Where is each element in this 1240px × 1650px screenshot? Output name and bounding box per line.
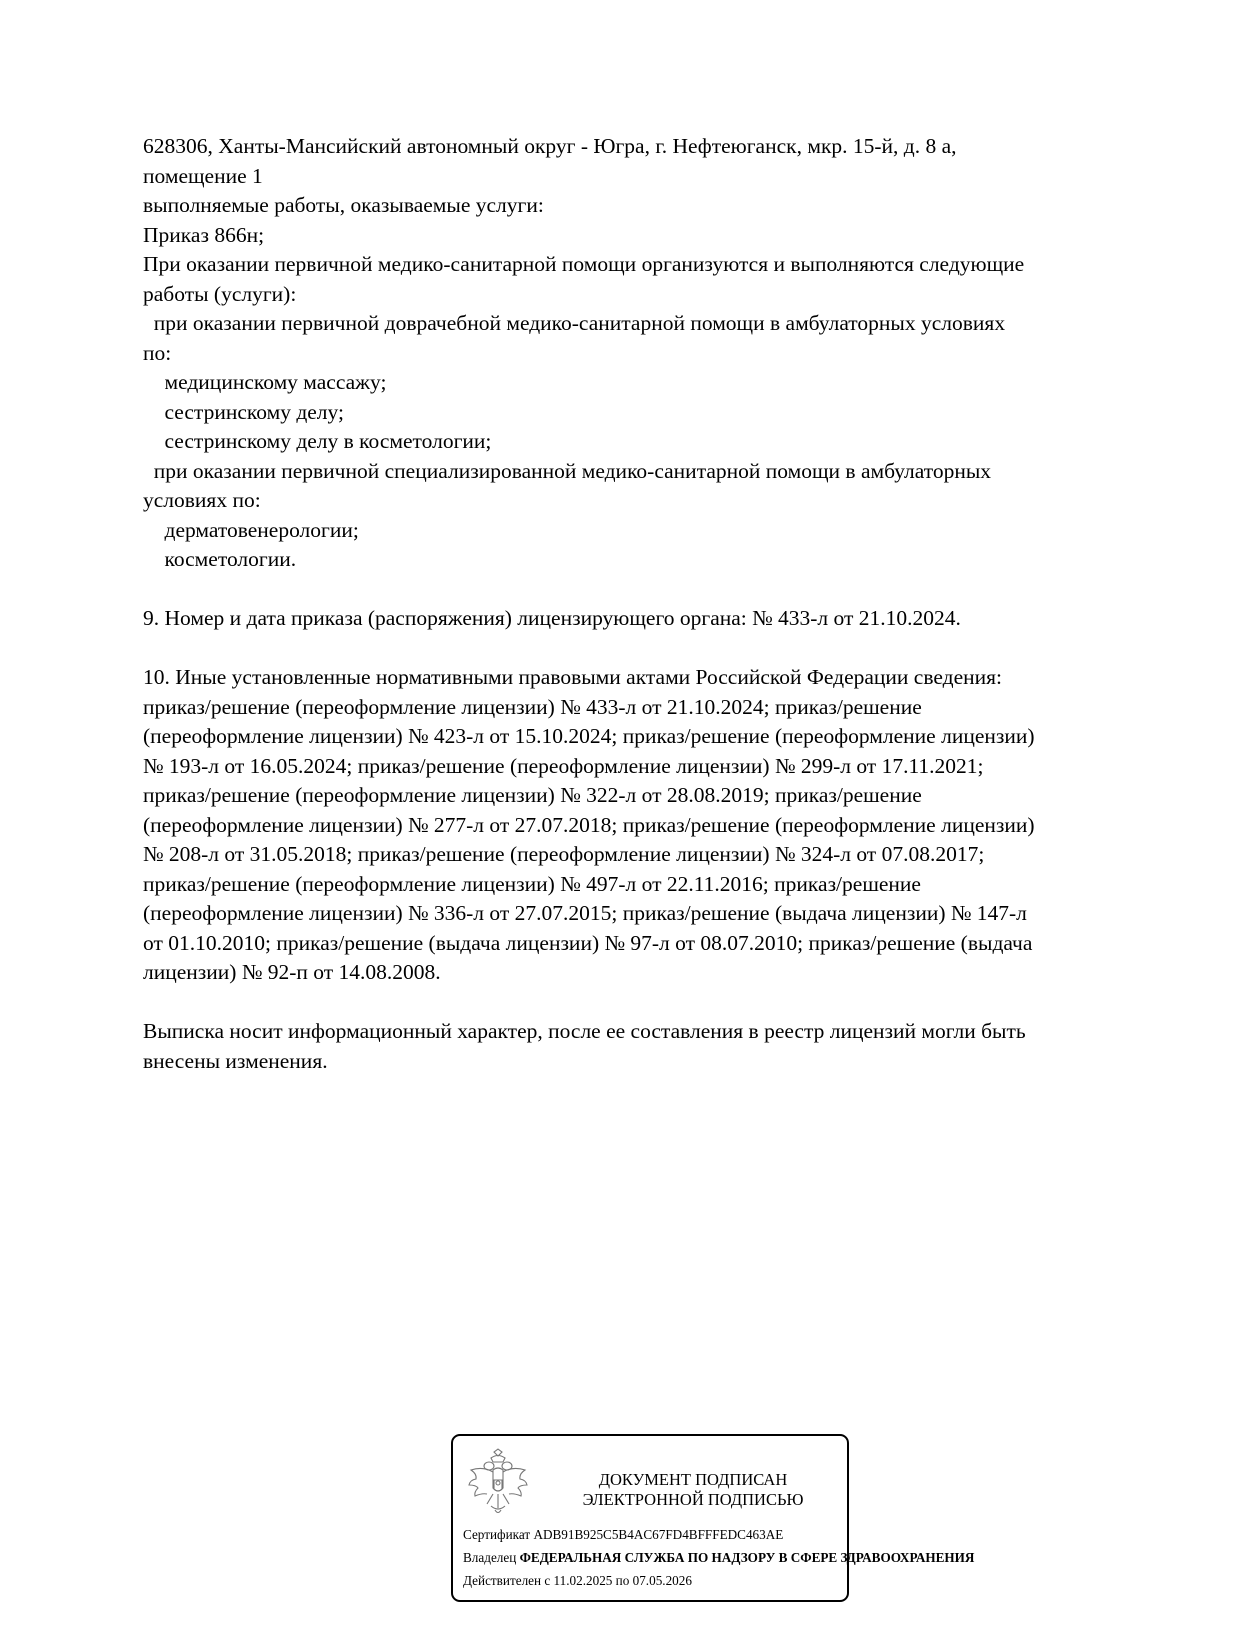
- specialized-heading: условиях по:: [143, 488, 261, 512]
- order-reference: Приказ 866н;: [143, 222, 265, 247]
- works-header: выполняемые работы, оказываемые услуги:: [143, 193, 544, 217]
- item-9: 9. Номер и дата приказа (распоряжения) лицензирующего органа: № 433-л от 21.10.2024.: [143, 606, 961, 630]
- service-item-text: дерматовенерологии;: [164, 517, 359, 542]
- service-item: [143, 516, 1153, 546]
- spacer: [143, 988, 1153, 1018]
- prenurse-heading: по:: [143, 340, 172, 365]
- owner-value: ФЕДЕРАЛЬНАЯ СЛУЖБА ПО НАДЗОРУ В СФЕРЕ ЗДРАВООХРАНЕНИЯ: [519, 1550, 975, 1565]
- item-10-line: (переоформление лицензии) № 336-л от 27.07.2015; приказ/решение (выдача лицензии) № 147-л: [143, 901, 1027, 925]
- service-item: [143, 427, 1153, 457]
- document-body: [143, 132, 1153, 1076]
- certificate-value: ADB91B925C5B4AC67FD4BFFFEDC463AE: [533, 1527, 784, 1542]
- item-10-line: от 01.10.2010; приказ/решение (выдача лицензии) № 97-л от 08.07.2010; приказ/решение (выдача: [143, 930, 1033, 955]
- owner-row: [463, 1550, 974, 1566]
- item-10-line: приказ/решение (переоформление лицензии) № 322-л от 28.08.2019; приказ/решение: [143, 783, 922, 807]
- item-10-line: № 208-л от 31.05.2018; приказ/решение (переоформление лицензии) № 324-л от 07.08.2017;: [143, 842, 985, 866]
- address-line: 628306, Ханты-Мансийский автономный округ - Югра, г. Нефтеюганск, мкр. 15-й, д. 8 а,: [143, 134, 957, 158]
- address-line: помещение 1: [143, 163, 263, 188]
- notice-line: Выписка носит информационный характер, после ее составления в реестр лицензий могли быть: [143, 1019, 1026, 1043]
- service-item: [143, 368, 1153, 398]
- service-item-text: сестринскому делу;: [164, 399, 344, 424]
- service-item-text: медицинскому массажу;: [164, 370, 387, 394]
- service-item: [143, 398, 1153, 428]
- owner-label: Владелец: [463, 1550, 517, 1565]
- item-10-line: 10. Иные установленные нормативными правовыми актами Российской Федерации сведения:: [143, 665, 1002, 689]
- validity-row: Действителен с 11.02.2025 по 07.05.2026: [463, 1573, 692, 1588]
- item-10-line: лицензии) № 92-п от 14.08.2008.: [143, 960, 441, 984]
- spacer: [143, 575, 1153, 605]
- notice-line: внесены изменения.: [143, 1048, 328, 1073]
- item-10-line: приказ/решение (переоформление лицензии) № 433-л от 21.10.2024; приказ/решение: [143, 694, 922, 719]
- stamp-title-line: ЭЛЕКТРОННОЙ ПОДПИСЬЮ: [582, 1490, 804, 1509]
- stamp-title-line: ДОКУМЕНТ ПОДПИСАН: [598, 1470, 788, 1489]
- item-10-line: (переоформление лицензии) № 423-л от 15.10.2024; приказ/решение (переоформление лицензии): [143, 724, 1035, 748]
- pmsp-intro: работы (услуги):: [143, 281, 297, 306]
- specialized-heading: при оказании первичной специализированной медико-санитарной помощи в амбулаторных: [143, 458, 992, 483]
- service-item-text: косметологии.: [164, 547, 297, 571]
- certificate-label: Сертификат: [463, 1527, 531, 1542]
- spacer: [143, 634, 1153, 664]
- russian-coat-of-arms-icon: [467, 1448, 529, 1518]
- pmsp-intro: При оказании первичной медико-санитарной помощи организуются и выполняются следующие: [143, 252, 1025, 276]
- stamp-title: [548, 1470, 838, 1510]
- service-item: [143, 545, 1153, 575]
- certificate-row: [463, 1527, 783, 1543]
- item-10-line: приказ/решение (переоформление лицензии) № 497-л от 22.11.2016; приказ/решение: [143, 871, 921, 896]
- electronic-signature-stamp: [451, 1434, 975, 1602]
- service-item-text: сестринскому делу в косметологии;: [164, 429, 492, 453]
- item-10-line: (переоформление лицензии) № 277-л от 27.07.2018; приказ/решение (переоформление лицензии): [143, 812, 1035, 837]
- prenurse-heading: при оказании первичной доврачебной медико-санитарной помощи в амбулаторных условиях: [143, 311, 1006, 335]
- item-10-line: № 193-л от 16.05.2024; приказ/решение (переоформление лицензии) № 299-л от 17.11.2021;: [143, 753, 984, 778]
